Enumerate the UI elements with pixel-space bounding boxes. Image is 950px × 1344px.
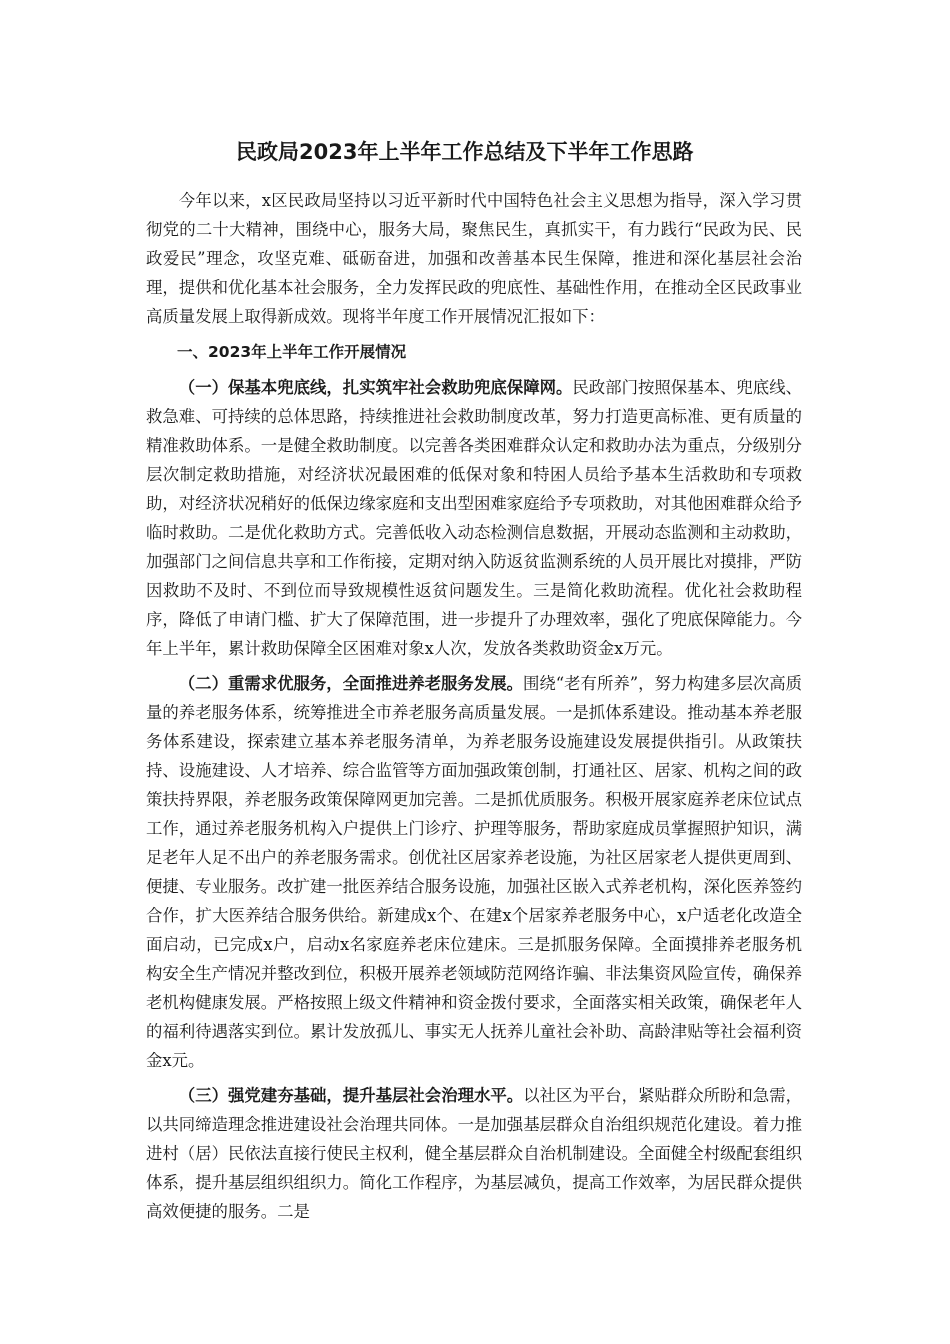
paragraph-body: 围绕“老有所养”，努力构建多层次高质量的养老服务体系，统筹推进全市养老服务高质量发展。一是抓体系建设。推动基本养老服务体系建设，探索建立基本养老服务清单，为养老服务设施建设发展提供指引。从政策扶持、设施建设、人才培养、综合监管等方面加强政策创制，打通社区、居家、机构之间的政策扶持界限，养老服务政策保障网更加完善。二是抓优质服务。积极开展家庭养老床位试点工作，通过养老服务机构入户提供上门诊疗、护理等服务，帮助家庭成员掌握照护知识，满足老年人足不出户的养老服务需求。创优社区居家养老设施，为社区居家老人提供更周到、便捷、专业服务。改扩建一批医养结合服务设施，加强社区嵌入式养老机构，深化医养签约合作，扩大医养结合服务供给。新建成x个、在建x个居家养老服务中心，x户适老化改造全面启动，已完成x户，启动x名家庭养老床位建床。三是抓服务保障。全面摸排养老服务机构安全生产情况并整改到位，积极开展养老领域防范网络诈骗、非法集资风险宣传，确保养老机构健康发展。严格按照上级文件精神和资金拨付要求，全面落实相关政策，确保老年人的福利待遇落实到位。累计发放孤儿、事实无人抚养儿童社会补助、高龄津贴等社会福利资金x元。 (146, 674, 803, 1070)
paragraph-item-1 (146, 373, 802, 663)
paragraph-lead: （三）强党建夯基础，提升基层社会治理水平。 (178, 1086, 524, 1105)
section-heading: 一、2023年上半年工作开展情况 (177, 343, 407, 361)
paragraph-body: 民政部门按照保基本、兜底线、救急难、可持续的总体思路，持续推进社会救助制度改革，努力打造更高标准、更有质量的精准救助体系。一是健全救助制度。以完善各类困难群众认定和救助办法为重点，分级别分层次制定救助措施，对经济状况最困难的低保对象和特困人员给予基本生活救助和专项救助，对经济状况稍好的低保边缘家庭和支出型困难家庭给予专项救助，对其他困难群众给予临时救助。二是优化救助方式。完善低收入动态检测信息数据，开展动态监测和主动救助，加强部门之间信息共享和工作衔接，定期对纳入防返贫监测系统的人员开展比对摸排，严防因救助不及时、不到位而导致规模性返贫问题发生。三是简化救助流程。优化社会救助程序，降低了申请门槛、扩大了保障范围，进一步提升了办理效率，强化了兜底保障能力。今年上半年，累计救助保障全区困难对象x人次，发放各类救助资金x万元。 (146, 378, 803, 658)
document-title: 民政局2023年上半年工作总结及下半年工作思路 (236, 140, 694, 164)
paragraph-lead: （一）保基本兜底线，扎实筑牢社会救助兜底保障网。 (178, 378, 573, 397)
document-page (146, 138, 802, 1232)
paragraph-lead: （二）重需求优服务，全面推进养老服务发展。 (178, 674, 523, 693)
paragraph-item-3 (146, 1081, 802, 1226)
paragraph-item-2 (146, 669, 802, 1075)
intro-paragraph: 今年以来，x区民政局坚持以习近平新时代中国特色社会主义思想为指导，深入学习贯彻党的二十大精神，围绕中心，服务大局，聚焦民生，真抓实干，有力践行“民政为民、民政爱民”理念，攻坚克难、砥砺奋进，加强和改善基本民生保障，推进和深化基层社会治理，提供和优化基本社会服务，全力发挥民政的兜底性、基础性作用，在推动全区民政事业高质量发展上取得新成效。现将半年度工作开展情况汇报如下： (146, 191, 802, 326)
paragraph-body: 以社区为平台，紧贴群众所盼和急需，以共同缔造理念推进建设社会治理共同体。一是加强基层群众自治组织规范化建设。着力推进村（居）民依法直接行使民主权利，健全基层群众自治机制建设。全面健全村级配套组织体系，提升基层组织组织力。简化工作程序，为基层减负，提高工作效率，为居民群众提供高效便捷的服务。二是 (146, 1086, 802, 1221)
